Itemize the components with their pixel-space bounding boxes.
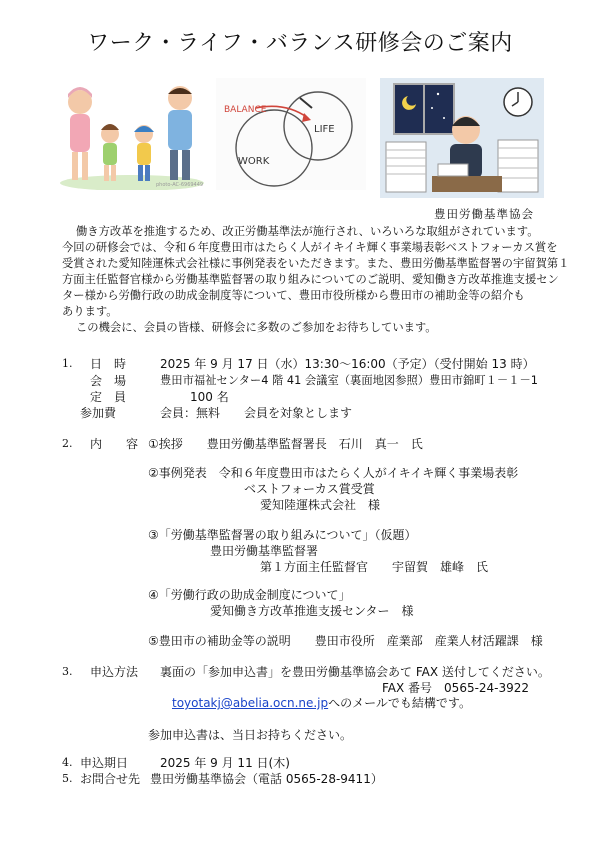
item-number: 1. xyxy=(62,357,73,370)
item-number: 5. xyxy=(62,772,73,785)
program-case-study-award: ベストフォーカス賞受賞 xyxy=(244,482,375,496)
capacity-value: 100 名 xyxy=(190,390,229,404)
venue-value: 豊田市福祉センター4 階 41 会議室（裏面地図参照）豊田市錦町１－１－1 xyxy=(160,374,538,387)
family-illustration xyxy=(58,78,206,190)
work-life-balance-diagram xyxy=(216,78,366,190)
item-number: 2. xyxy=(62,437,73,450)
fee-value: 会員：無料 会員を対象とします xyxy=(160,406,353,420)
item-number: 4. xyxy=(62,756,73,769)
program-inspection-office-speaker: 第１方面主任監督官 宇留賀 雄峰 氏 xyxy=(260,560,489,574)
program-inspection-office: ③「労働基準監督署の取り組みについて」（仮題） xyxy=(148,528,417,542)
intro-line: 方面主任監督官様から労働基準監督署の取り組みについてのご説明、愛知働き方改革推進支援セン xyxy=(62,273,559,286)
program-greeting: ①挨拶 豊田労働基準監督署長 石川 真一 氏 xyxy=(148,437,423,451)
program-case-study: ②事例発表 令和６年度豊田市はたらく人がイキイキ輝く事業場表彰 xyxy=(148,466,519,480)
intro-line: あります。 xyxy=(62,305,118,318)
application-label: 申込方法 xyxy=(90,665,139,679)
capacity-label: 定 員 xyxy=(90,390,127,404)
organizer-caption: 豊田労働基準協会 xyxy=(434,207,534,221)
contact-label: お問合せ先 xyxy=(80,772,141,786)
work-word: WORK xyxy=(238,156,270,167)
email-suffix: へのメールでも結構です。 xyxy=(328,696,471,710)
content-label: 内 容 xyxy=(90,437,139,451)
fee-label: 参加費 xyxy=(80,406,117,420)
program-inspection-office-org: 豊田労働基準監督署 xyxy=(210,544,319,558)
deadline-label: 申込期日 xyxy=(80,756,129,770)
email-link[interactable]: toyotakj@abelia.ocn.ne.jp xyxy=(172,696,329,710)
item-number: 3. xyxy=(62,665,73,678)
date-value: 2025 年 9 月 17 日（水）13:30〜16:00（予定）（受付開始 13 時） xyxy=(160,357,535,371)
venue-label: 会 場 xyxy=(90,374,127,388)
deadline-value: 2025 年 9 月 11 日(木) xyxy=(160,756,290,770)
contact-value: 豊田労働基準協会（電話 0565-28-9411） xyxy=(150,772,383,786)
date-label: 日 時 xyxy=(90,357,127,371)
page-title: ワーク・ライフ・バランス研修会のご案内 xyxy=(87,31,513,56)
application-method: 裏面の「参加申込書」を豊田労働基準協会あて FAX 送付してください。 xyxy=(160,665,550,679)
intro-line: 今回の研修会では、令和６年度豊田市はたらく人がイキイキ輝く事業場表彰ベストフォーカス賞を xyxy=(62,241,558,254)
program-case-study-company: 愛知陸運株式会社 様 xyxy=(260,498,381,512)
intro-line: 受賞された愛知陸運株式会社様に事例発表をいただきます。また、豊田労働基準監督署の宇留賀第１ xyxy=(62,257,570,270)
bring-form-note: 参加申込書は、当日お持ちください。 xyxy=(148,728,353,742)
intro-line: 働き方改革を推進するため、改正労働基準法が施行され、いろいろな取組がされています。 xyxy=(76,225,539,238)
balance-word: BALANCE xyxy=(224,105,267,115)
program-subsidy: ④「労働行政の助成金制度について」 xyxy=(148,588,351,602)
program-city-grants: ⑤豊田市の補助金等の説明 豊田市役所 産業部 産業人材活躍課 様 xyxy=(148,634,543,648)
life-word: LIFE xyxy=(314,124,335,135)
illustration-credit: photo-AC-6969449 xyxy=(156,182,204,188)
intro-line: この機会に、会員の皆様、研修会に多数のご参加をお待ちしています。 xyxy=(76,321,437,334)
overwork-illustration xyxy=(380,78,544,198)
intro-line: ター様から労働行政の助成金制度等について、豊田市役所様から豊田市の補助金等の紹介も xyxy=(62,289,525,302)
program-subsidy-speaker: 愛知働き方改革推進支援センター 様 xyxy=(210,604,414,618)
fax-number: FAX 番号 0565-24-3922 xyxy=(382,681,530,695)
